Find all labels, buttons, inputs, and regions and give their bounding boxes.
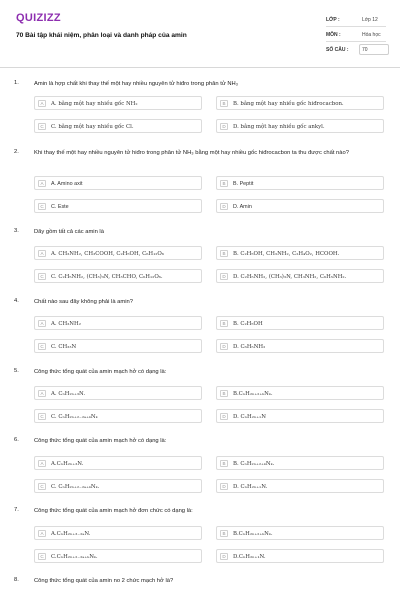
option-text: A. bằng một hay nhiều gốc NH₂	[51, 100, 138, 107]
option-d[interactable]	[216, 479, 384, 493]
option-letter: C	[38, 553, 46, 560]
question-number: 2.	[14, 149, 19, 155]
question-text: Công thức tổng quát của amin mạch hở có dạng là:	[34, 438, 167, 444]
meta-count-value: 70	[362, 47, 368, 53]
option-letter: B	[220, 460, 228, 467]
option-text: B. Peptit	[233, 180, 254, 187]
option-text: C. Este	[51, 203, 69, 210]
question-text: Dãy gồm tất cả các amin là	[34, 229, 104, 235]
option-text: D. C₂H₅NH₂, (CH₃)₃N, CH₃NH₂, C₆H₅NH₂.	[233, 273, 347, 280]
option-letter: B	[220, 100, 228, 107]
option-text: B. C₂H₅OH, CH₃NH₂, C₂H₄O₂, HCOOH.	[233, 250, 340, 257]
option-d[interactable]	[216, 409, 384, 423]
meta-divider	[326, 26, 386, 27]
option-d[interactable]	[216, 549, 384, 563]
option-letter: D	[220, 343, 228, 350]
option-c[interactable]	[34, 269, 202, 283]
header	[0, 0, 400, 68]
question-text: Amin là hợp chất khi thay thế một hay nhiều nguyên tử hiđro trong phân tử NH₃	[34, 81, 239, 87]
option-letter: C	[38, 203, 46, 210]
question-text: Công thức tổng quát của amin mạch hở đơn chức có dạng là:	[34, 508, 193, 514]
option-text: C. CₙH₂ₙ₊₂₋₂ₐ₊ₖNₖ	[51, 413, 98, 420]
option-letter: D	[220, 273, 228, 280]
option-text: D. C₆H₅NH₂	[233, 343, 266, 350]
option-text: B.CₙH₂ₙ₊₂₊ₖNₖ.	[233, 390, 273, 397]
option-text: A. CH₃NH₂	[51, 320, 81, 327]
option-text: B. CₙH₂ₙ₊₂₊ₖNₖ.	[233, 460, 275, 467]
option-letter: B	[220, 250, 228, 257]
option-a[interactable]	[34, 456, 202, 470]
option-c[interactable]	[34, 549, 202, 563]
option-text: B.CₙH₂ₙ₊₂₊ₖNₖ.	[233, 530, 273, 537]
option-letter: A	[38, 390, 46, 397]
option-letter: D	[220, 413, 228, 420]
question-text: Khi thay thế một hay nhiều nguyên tử hiđro trong phân tử NH₃ bằng một hay nhiều gốc hiđrocacbon ta thu được chất nào?	[34, 150, 349, 156]
option-letter: D	[220, 553, 228, 560]
option-letter: A	[38, 460, 46, 467]
option-d[interactable]	[216, 269, 384, 283]
option-letter: B	[220, 530, 228, 537]
question-text: Chất nào sau đây không phải là amin?	[34, 299, 133, 305]
option-text: D. CₙH₂ₙ₊₁N.	[233, 483, 268, 490]
question-number: 1.	[14, 80, 19, 86]
option-text: A.CₙH₂ₙ₊₃N.	[51, 460, 84, 467]
option-c[interactable]	[34, 199, 202, 213]
option-text: D. Amin	[233, 203, 252, 210]
option-c[interactable]	[34, 339, 202, 353]
question-number: 6.	[14, 437, 19, 443]
option-letter: C	[38, 123, 46, 130]
option-text: C.CₙH₂ₙ₊₂₋₂ₐ₊ₖNₖ.	[51, 553, 98, 560]
option-letter: D	[220, 123, 228, 130]
quizizz-logo: QUIZIZZ	[16, 12, 61, 24]
option-letter: A	[38, 180, 46, 187]
meta-subject-label: MÔN :	[326, 32, 341, 38]
option-c[interactable]	[34, 479, 202, 493]
option-text: A. CₙH₂ₙ₊₃N.	[51, 390, 86, 397]
option-letter: D	[220, 203, 228, 210]
option-a[interactable]	[34, 246, 202, 260]
option-text: C. CₙH₂ₙ₊₂₋₂ₐ₊ₖNₖ.	[51, 483, 100, 490]
option-b[interactable]	[216, 386, 384, 400]
option-a[interactable]	[34, 176, 202, 190]
meta-divider	[326, 41, 386, 42]
option-letter: A	[38, 100, 46, 107]
question-number: 8.	[14, 577, 19, 583]
option-letter: A	[38, 530, 46, 537]
option-letter: C	[38, 483, 46, 490]
option-letter: D	[220, 483, 228, 490]
option-a[interactable]	[34, 316, 202, 330]
option-text: C. CH₃₃N	[51, 343, 77, 350]
option-d[interactable]	[216, 199, 384, 213]
option-letter: A	[38, 320, 46, 327]
option-c[interactable]	[34, 119, 202, 133]
question-number: 4.	[14, 298, 19, 304]
option-b[interactable]	[216, 176, 384, 190]
option-b[interactable]	[216, 526, 384, 540]
option-letter: C	[38, 273, 46, 280]
meta-grade-label: LỚP :	[326, 17, 340, 23]
option-text: C. bằng một hay nhiều gốc Cl.	[51, 123, 134, 130]
meta-grade-value: Lớp 12	[362, 17, 378, 23]
option-letter: C	[38, 343, 46, 350]
question-text: Công thức tổng quát của amin mạch hở có dạng là:	[34, 369, 167, 375]
option-letter: A	[38, 250, 46, 257]
option-letter: B	[220, 180, 228, 187]
option-a[interactable]	[34, 96, 202, 110]
option-a[interactable]	[34, 526, 202, 540]
meta-subject-value: Hóa học	[362, 32, 381, 38]
option-b[interactable]	[216, 96, 384, 110]
question-text: Công thức tổng quát của amin no 2 chức mạch hở là?	[34, 578, 174, 584]
option-b[interactable]	[216, 246, 384, 260]
option-text: B. bằng một hay nhiều gốc hiđrocacbon.	[233, 100, 344, 107]
option-text: A.CₙH₂ₙ₊₃₋₂ₐN.	[51, 530, 91, 537]
option-d[interactable]	[216, 339, 384, 353]
option-text: D. CₙH₂ₙ₊₁N	[233, 413, 266, 420]
option-text: D.CₙH₂ₙ₊₁N.	[233, 553, 266, 560]
option-c[interactable]	[34, 409, 202, 423]
option-text: A. CH₃NH₂, CH₃COOH, C₂H₅OH, C₆H₁₂O₆	[51, 250, 164, 257]
option-text: B. C₂H₅OH	[233, 320, 263, 327]
option-text: A. Amino axit	[51, 180, 83, 187]
question-number: 3.	[14, 228, 19, 234]
meta-count-label: SỐ CÂU :	[326, 47, 349, 53]
option-letter: B	[220, 320, 228, 327]
option-letter: C	[38, 413, 46, 420]
question-number: 7.	[14, 507, 19, 513]
option-text: D. bằng một hay nhiều gốc ankyl.	[233, 123, 325, 130]
page-title: 70 Bài tập khái niệm, phân loại và danh pháp của amin	[16, 32, 187, 39]
option-d[interactable]	[216, 119, 384, 133]
option-b[interactable]	[216, 456, 384, 470]
option-a[interactable]	[34, 386, 202, 400]
option-b[interactable]	[216, 316, 384, 330]
option-text: C. C₂H₅NH₂, (CH₃)₃N, CH₃CHO, C₆H₁₂O₆.	[51, 273, 163, 280]
option-letter: B	[220, 390, 228, 397]
question-number: 5.	[14, 368, 19, 374]
